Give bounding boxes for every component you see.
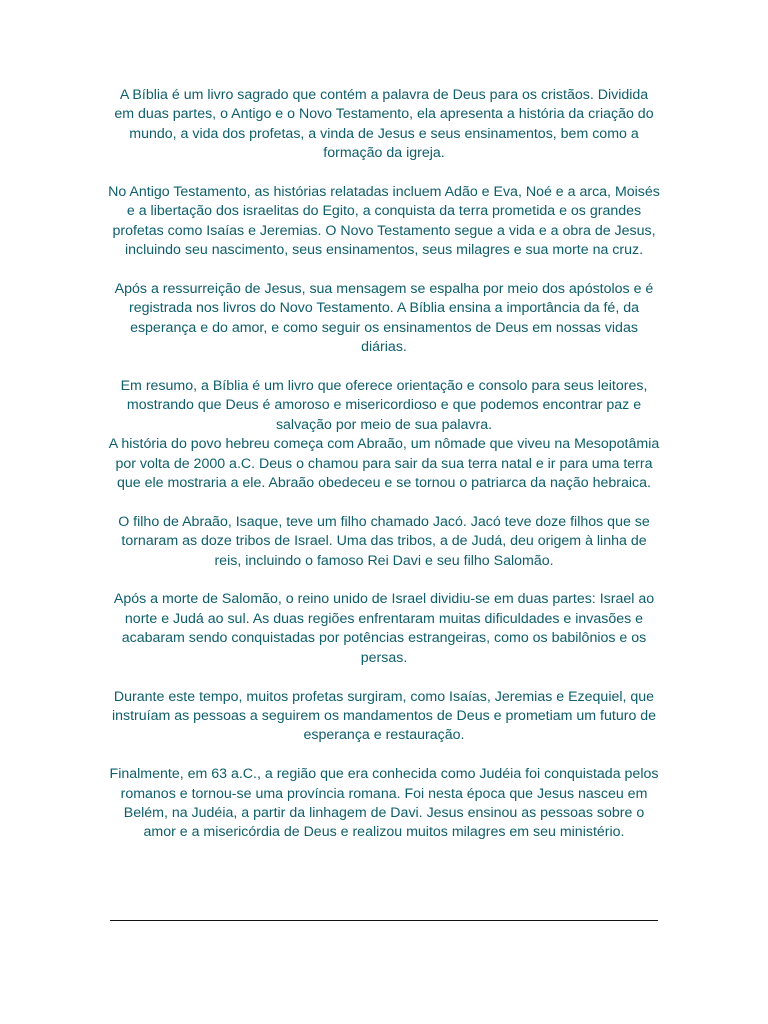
paragraph-spacer [108,358,660,377]
paragraph-resurrection: Após a ressurreição de Jesus, sua mensagem se espalha por meio dos apóstolos e é registrada nos livros do Novo Testamento. A Bíblia ensina a importância da fé, da esperança e do amor, e como seguir os ensinamentos de Deus em nossas vidas diárias. [114,281,654,356]
paragraph-summary: Em resumo, a Bíblia é um livro que oferece orientação e consolo para seus leitores, mostrando que Deus é amoroso e misericordioso e que podemos encontrar paz e salvação por meio de sua palavra. [120,378,648,433]
paragraph-intro: A Bíblia é um livro sagrado que contém a palavra de Deus para os cristãos. Dividida em duas partes, o Antigo e o Novo Testamento, ela apresenta a história da criação do mundo, a vida dos profetas, a vinda de Jesus e seus ensinamentos, bem como a formação da igreja. [114,87,654,162]
paragraph-spacer [108,668,660,687]
document-body [108,86,660,843]
paragraph-spacer [108,746,660,765]
paragraph-prophets: Durante este tempo, muitos profetas surgiram, como Isaías, Jeremias e Ezequiel, que instruíam as pessoas a seguirem os mandamentos de Deus e prometiam um futuro de esperança e restauração. [111,688,657,744]
paragraph-abraham: A história do povo hebreu começa com Abraão, um nômade que viveu na Mesopotâmia por volta de 2000 a.C. Deus o chamou para sair da sua terra natal e ir para uma terra que ele mostraria a ele. Abraão obedeceu e se tornou o patriarca da nação hebraica. [108,436,660,492]
paragraph-spacer [108,164,660,183]
paragraph-roman-era: Finalmente, em 63 a.C., a região que era conhecida como Judéia foi conquistada pelos romanos e tornou-se uma província romana. Foi nesta época que Jesus nasceu em Belém, na Judéia, a partir da linhagem de Davi. Jesus ensinou as pessoas sobre o amor e a misericórdia de Deus e realizou muitos milagres em seu ministério. [109,766,659,841]
paragraph-old-new-testament: No Antigo Testamento, as histórias relatadas incluem Adão e Eva, Noé e a arca, Moisés e a libertação dos israelitas do Egito, a conquista da terra prometida e os grandes profetas como Isaías e Jeremias. O Novo Testamento segue a vida e a obra de Jesus, incluindo seu nascimento, seus ensinamentos, seus milagres e sua morte na cruz. [108,184,660,259]
paragraph-spacer [108,493,660,512]
paragraph-spacer [108,261,660,280]
paragraph-isaac-jacob: O filho de Abraão, Isaque, teve um filho chamado Jacó. Jacó teve doze filhos que se tornaram as doze tribos de Israel. Uma das tribos, a de Judá, deu origem à linha de reis, incluindo o famoso Rei Davi e seu filho Salomão. [118,513,650,569]
paragraph-divided-kingdom: Após a morte de Salomão, o reino unido de Israel dividiu-se em duas partes: Israel ao norte e Judá ao sul. As duas regiões enfrentaram muitas dificuldades e invasões e acabaram sendo conquistadas por potências estrangeiras, como os babilônios e os persas. [113,591,655,666]
paragraph-spacer [108,571,660,590]
horizontal-rule [110,920,658,921]
